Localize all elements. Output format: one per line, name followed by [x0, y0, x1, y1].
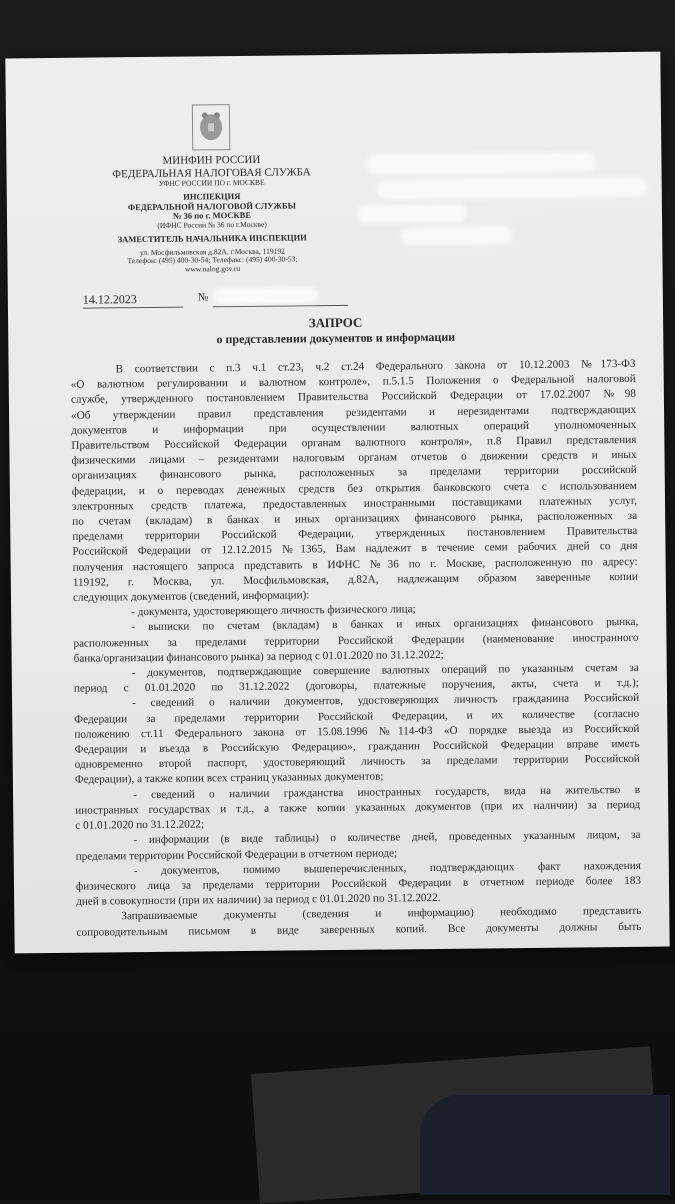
- document-body: [71, 357, 642, 941]
- body-line: электронных средств платежа, предоставленных иностранными поставщиками платежных услуг,: [71, 494, 638, 513]
- object-in-background: [420, 1095, 670, 1195]
- body-line: - информации (в виде таблицы) о количестве дней, проведенных указанным лицом, за: [133, 829, 641, 847]
- address: ул. Мосфильмовская д.82А, г.Москва, 119192: [139, 246, 285, 257]
- body-line: сопроводительным письмом в виде заверенных копий. Все документы должны быть: [76, 920, 642, 939]
- body-line: Правительством Российской Федерации органам валютного контроля», п.8 Правил представления: [71, 433, 637, 452]
- department-name: УФНС РОССИИ ПО г. МОСКВЕ: [158, 178, 265, 189]
- document-title: ЗАПРОС: [308, 314, 363, 331]
- website: www.nalog.gov.ru: [184, 263, 241, 274]
- redacted-recipient-4: [402, 226, 512, 245]
- phones: Телефон: (495) 400-30-54; Телефакс: (495) 400-30-53;: [127, 254, 298, 266]
- body-line: Федерации), а также копии всех страниц указанных документов;: [74, 771, 384, 787]
- body-line: федерации, и о переводах денежных средств без открытия банковского счета с использованием: [71, 479, 637, 498]
- body-line: - документов, подтверждающие совершение валютных операций по указанным счетам за: [131, 661, 639, 680]
- service-name: ФЕДЕРАЛЬНАЯ НАЛОГОВАЯ СЛУЖБА: [112, 165, 311, 180]
- body-line: иностранных государствах и т.д., а также копии указанных документов (при их наличии) за период: [75, 798, 641, 817]
- body-line: получения настоящего запроса представить в ИФНС №36 по г. Москве, расположенную по адресу:: [72, 555, 638, 574]
- body-line: по счетам (вкладам) в банках и иных организациях финансового рынка, расположенных за: [72, 509, 638, 528]
- document-number-label: №: [197, 291, 209, 304]
- body-line: Федерации и въезда в Российскую Федерацию», гражданин Российской Федерации вправе иметь: [74, 737, 640, 756]
- body-line: документов и информации при осуществлении валютных операций уполномоченных: [71, 418, 637, 437]
- body-line: положению ст.11 Федерального закона от 15.08.1996 №114-ФЗ «О порядке выезда из Российской: [74, 722, 640, 741]
- body-line: одновременно второй паспорт, удостоверяющий личность за пределами территории Российской: [74, 753, 640, 772]
- body-line: расположенных за пределами территории Российской Федерации (наименование иностранного: [73, 631, 639, 650]
- body-line: Российской Федерации от 12.12.2015 №1365, Вам надлежит в течение семи рабочих дней со дня: [72, 540, 638, 559]
- body-line: пределами территории Российской Федерации, утвержденных постановлением Правительства: [72, 525, 638, 544]
- body-line: - сведений о наличии гражданства иностранных государств, вида на жительство в: [132, 783, 641, 801]
- inspection-line-1: ИНСПЕКЦИЯ: [183, 190, 241, 202]
- body-line: службе, утвержденного постановлением Правительства Российской Федерации от 17.02.2007 №98: [70, 388, 636, 407]
- body-line: «Об утверждении правил представления резидентами и нерезидентами подтверждающих: [71, 403, 637, 422]
- redacted-number: [213, 287, 318, 304]
- body-line: 119192, г. Москва, ул. Мосфильмовская, д.82А, надлежащим образом заверенные копии: [72, 570, 638, 589]
- body-line: с 01.01.2020 по 31.12.2022;: [75, 818, 205, 832]
- document-date: 14.12.2023: [83, 292, 183, 309]
- body-line: - документа, удостоверяющего личность физического лица;: [131, 603, 416, 619]
- body-line: - сведений о наличии документов, удостоверяющих личность гражданина Российской: [132, 692, 640, 710]
- redacted-recipient-1: [366, 152, 596, 174]
- inspection-short-name: (ИФНС России № 36 по г.Москве): [157, 219, 267, 231]
- inspection-line-2: ФЕДЕРАЛЬНОЙ НАЛОГОВОЙ СЛУЖБЫ: [127, 200, 296, 212]
- body-line: Запрашиваемые документы (сведения и информацию) необходимо представить: [121, 905, 642, 923]
- document-subtitle: о представлении документов и информации: [216, 329, 456, 347]
- body-line: «О валютном регулировании и валютном контроле», п.5.1.5 Положения о Федеральной налоговой: [70, 373, 636, 391]
- body-line: физического лица за пределами территории Российской Федерации в отчетном периоде более 183: [75, 874, 642, 893]
- body-line: пределами территории Российской Федерации в отчетном периоде;: [75, 846, 398, 863]
- ministry-name: МИНФИН РОССИИ: [162, 153, 261, 167]
- body-line: следующих документов (сведений, информации):: [72, 589, 310, 604]
- inspection-line-3: № 36 по г. МОСКВЕ: [172, 210, 252, 222]
- body-line: - документов, помимо вышеперечисленных, подтверждающих факт нахождения: [133, 859, 641, 877]
- body-line: период с 01.01.2020 по 31.12.2022 (договоры, платежные поручения, акты, счета и т.д.);: [73, 677, 639, 696]
- letterhead: [101, 103, 323, 275]
- body-line: - выписки по счетам (вкладам) в банках и иных организациях финансового рынка,: [131, 616, 639, 634]
- document-number-line: [213, 305, 348, 307]
- body-line: организациях финансового рынка, расположенных за пределами территории российской: [71, 464, 637, 483]
- redacted-recipient-3: [357, 204, 467, 223]
- body-line: банка/организации финансового рынка) за период с 01.01.2020 по 31.12.2022;: [73, 648, 444, 665]
- tax-request-document: [5, 52, 669, 954]
- body-line: В соответствии с п.3 ч.1 ст.23, ч.2 ст.24 Федерального закона от 10.12.2003 №173-ФЗ: [115, 357, 636, 376]
- signatory-position: ЗАМЕСТИТЕЛЬ НАЧАЛЬНИКА ИНСПЕКЦИИ: [117, 232, 307, 245]
- body-line: физическими лицами – резидентами налоговым органам отчетов о движении средств и иных: [71, 449, 637, 468]
- body-line: Федерации за пределами территории Российской Федерации, и их количестве (согласно: [74, 707, 640, 726]
- redacted-recipient-2: [377, 177, 647, 200]
- body-line: дней в совокупности (при их наличии) за период с 01.01.2020 по 31.12.2022.: [76, 892, 441, 908]
- coat-of-arms-emblem-icon: [192, 104, 230, 150]
